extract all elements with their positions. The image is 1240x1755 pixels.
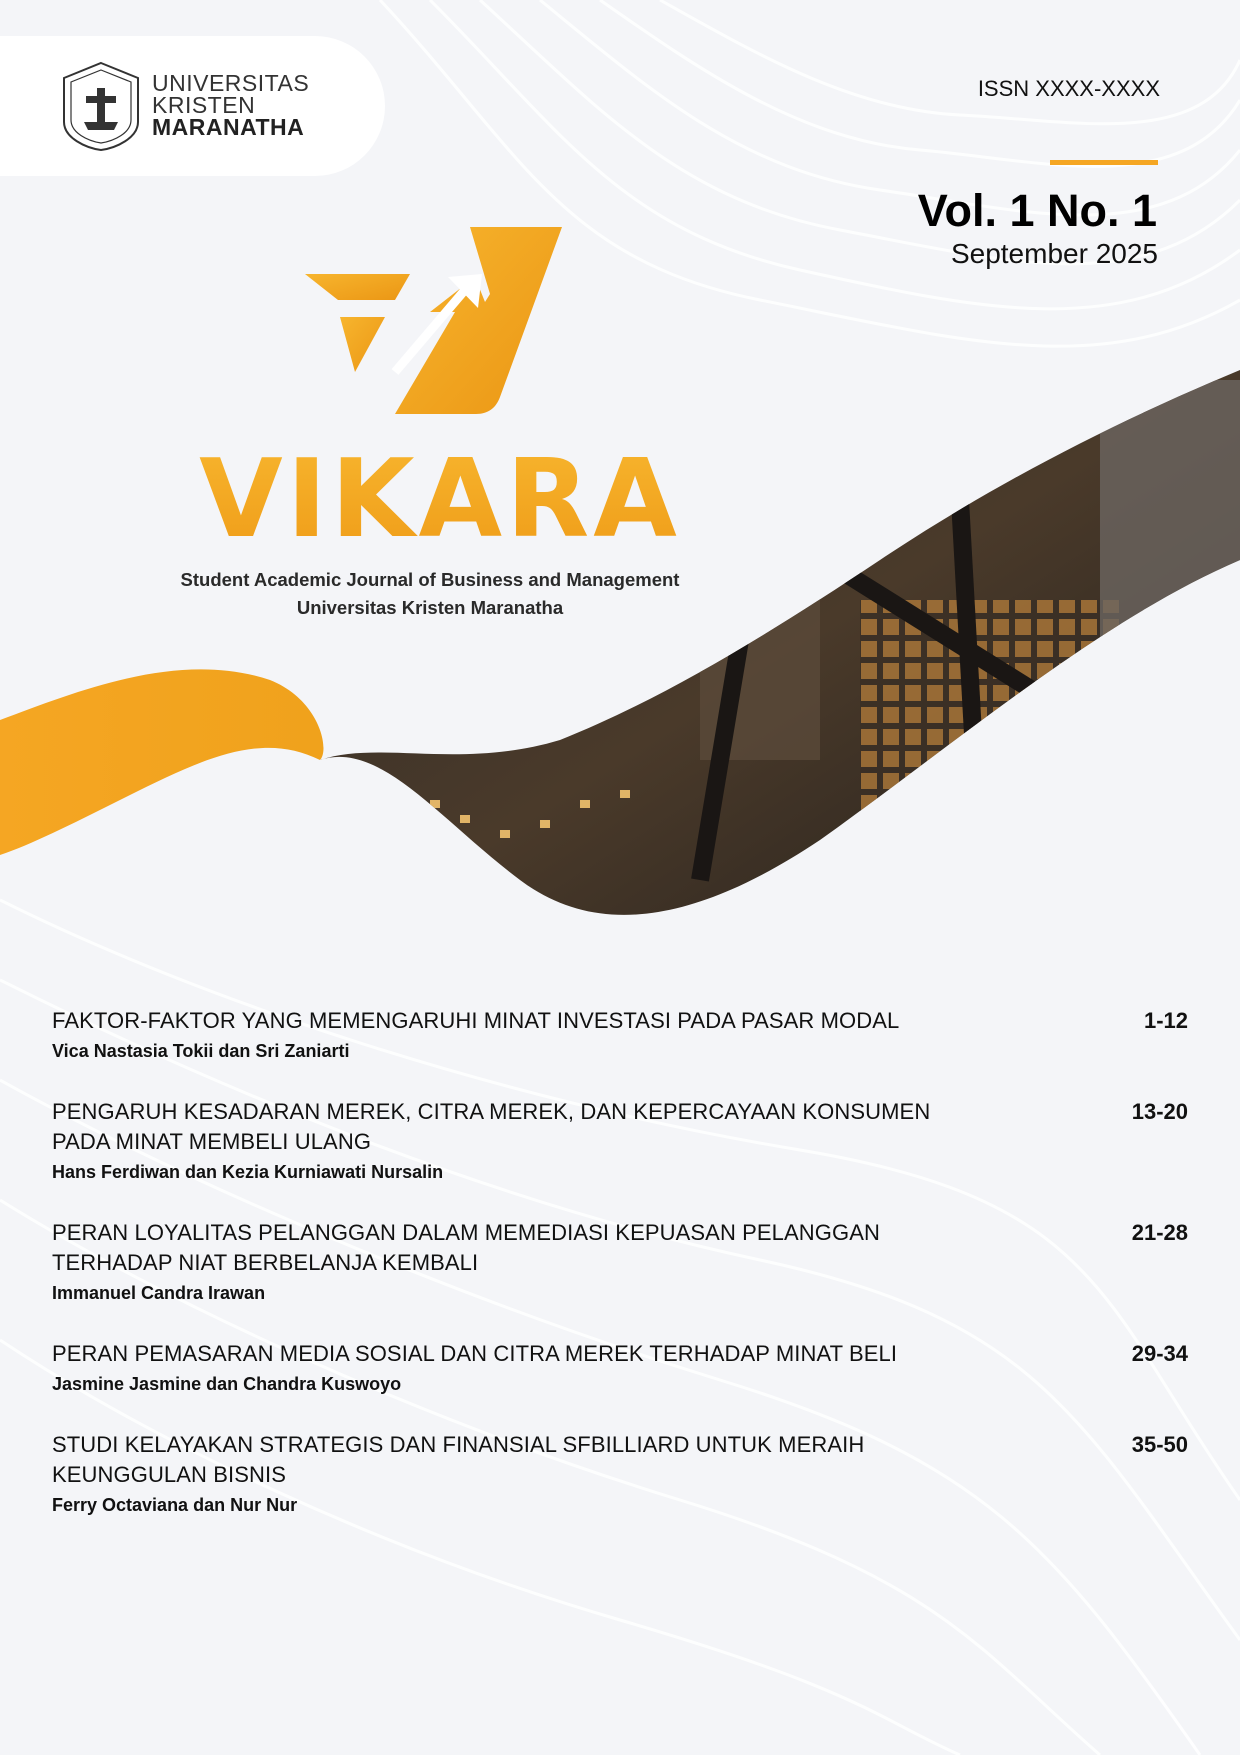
- journal-subtitle-line-1: Student Academic Journal of Business and Management: [180, 569, 680, 590]
- university-name: [152, 72, 309, 138]
- volume-number: Vol. 1 No. 1: [917, 185, 1157, 236]
- journal-wordmark: [190, 448, 690, 548]
- journal-subtitle-line-2: Universitas Kristen Maranatha: [296, 597, 564, 618]
- university-line-3: MARANATHA: [152, 114, 305, 140]
- article-authors: Hans Ferdiwan dan Kezia Kurniawati Nursalin: [52, 1162, 444, 1182]
- journal-name: VIKARA: [199, 448, 681, 548]
- accent-divider: [1050, 160, 1158, 165]
- toc-entry[interactable]: [52, 1430, 1188, 1518]
- article-authors: Immanuel Candra Irawan: [52, 1283, 266, 1303]
- article-title[interactable]: PENGARUH KESADARAN MEREK, CITRA MEREK, DAN KEPERCAYAAN KONSUMEN PADA MINAT MEMBELI ULANG: [52, 1099, 931, 1154]
- article-pages: 35-50: [1131, 1432, 1188, 1457]
- toc-entry[interactable]: [52, 1218, 1188, 1306]
- journal-subtitle: [150, 566, 710, 622]
- university-line-1: UNIVERSITAS: [152, 70, 310, 96]
- article-title[interactable]: STUDI KELAYAKAN STRATEGIS DAN FINANSIAL SFBILLIARD UNTUK MERAIH KEUNGGULAN BISNIS: [52, 1432, 865, 1487]
- article-pages: 29-34: [1131, 1341, 1188, 1366]
- article-authors: Vica Nastasia Tokii dan Sri Zaniarti: [52, 1041, 350, 1061]
- article-title[interactable]: PERAN PEMASARAN MEDIA SOSIAL DAN CITRA MEREK TERHADAP MINAT BELI: [52, 1341, 898, 1366]
- university-line-2: KRISTEN: [152, 92, 256, 118]
- vikara-arrow-logo-icon: [300, 222, 570, 420]
- article-pages: 21-28: [1131, 1220, 1188, 1245]
- article-authors: Jasmine Jasmine dan Chandra Kuswoyo: [52, 1374, 402, 1394]
- article-pages: 1-12: [1143, 1008, 1188, 1033]
- toc-entry[interactable]: [52, 1006, 1188, 1064]
- table-of-contents: [52, 1006, 1188, 1551]
- article-authors: Ferry Octaviana dan Nur Nur: [52, 1495, 298, 1515]
- article-title[interactable]: FAKTOR-FAKTOR YANG MEMENGARUHI MINAT INVESTASI PADA PASAR MODAL: [52, 1008, 900, 1033]
- toc-entry[interactable]: [52, 1339, 1188, 1397]
- issue-date: September 2025: [950, 238, 1158, 269]
- toc-entry[interactable]: [52, 1097, 1188, 1185]
- article-title[interactable]: PERAN LOYALITAS PELANGGAN DALAM MEMEDIASI KEPUASAN PELANGGAN TERHADAP NIAT BERBELANJA KEMBALI: [52, 1220, 880, 1275]
- issn-number: ISSN XXXX-XXXX: [977, 76, 1160, 101]
- article-pages: 13-20: [1131, 1099, 1188, 1124]
- university-seal-icon: [56, 60, 146, 152]
